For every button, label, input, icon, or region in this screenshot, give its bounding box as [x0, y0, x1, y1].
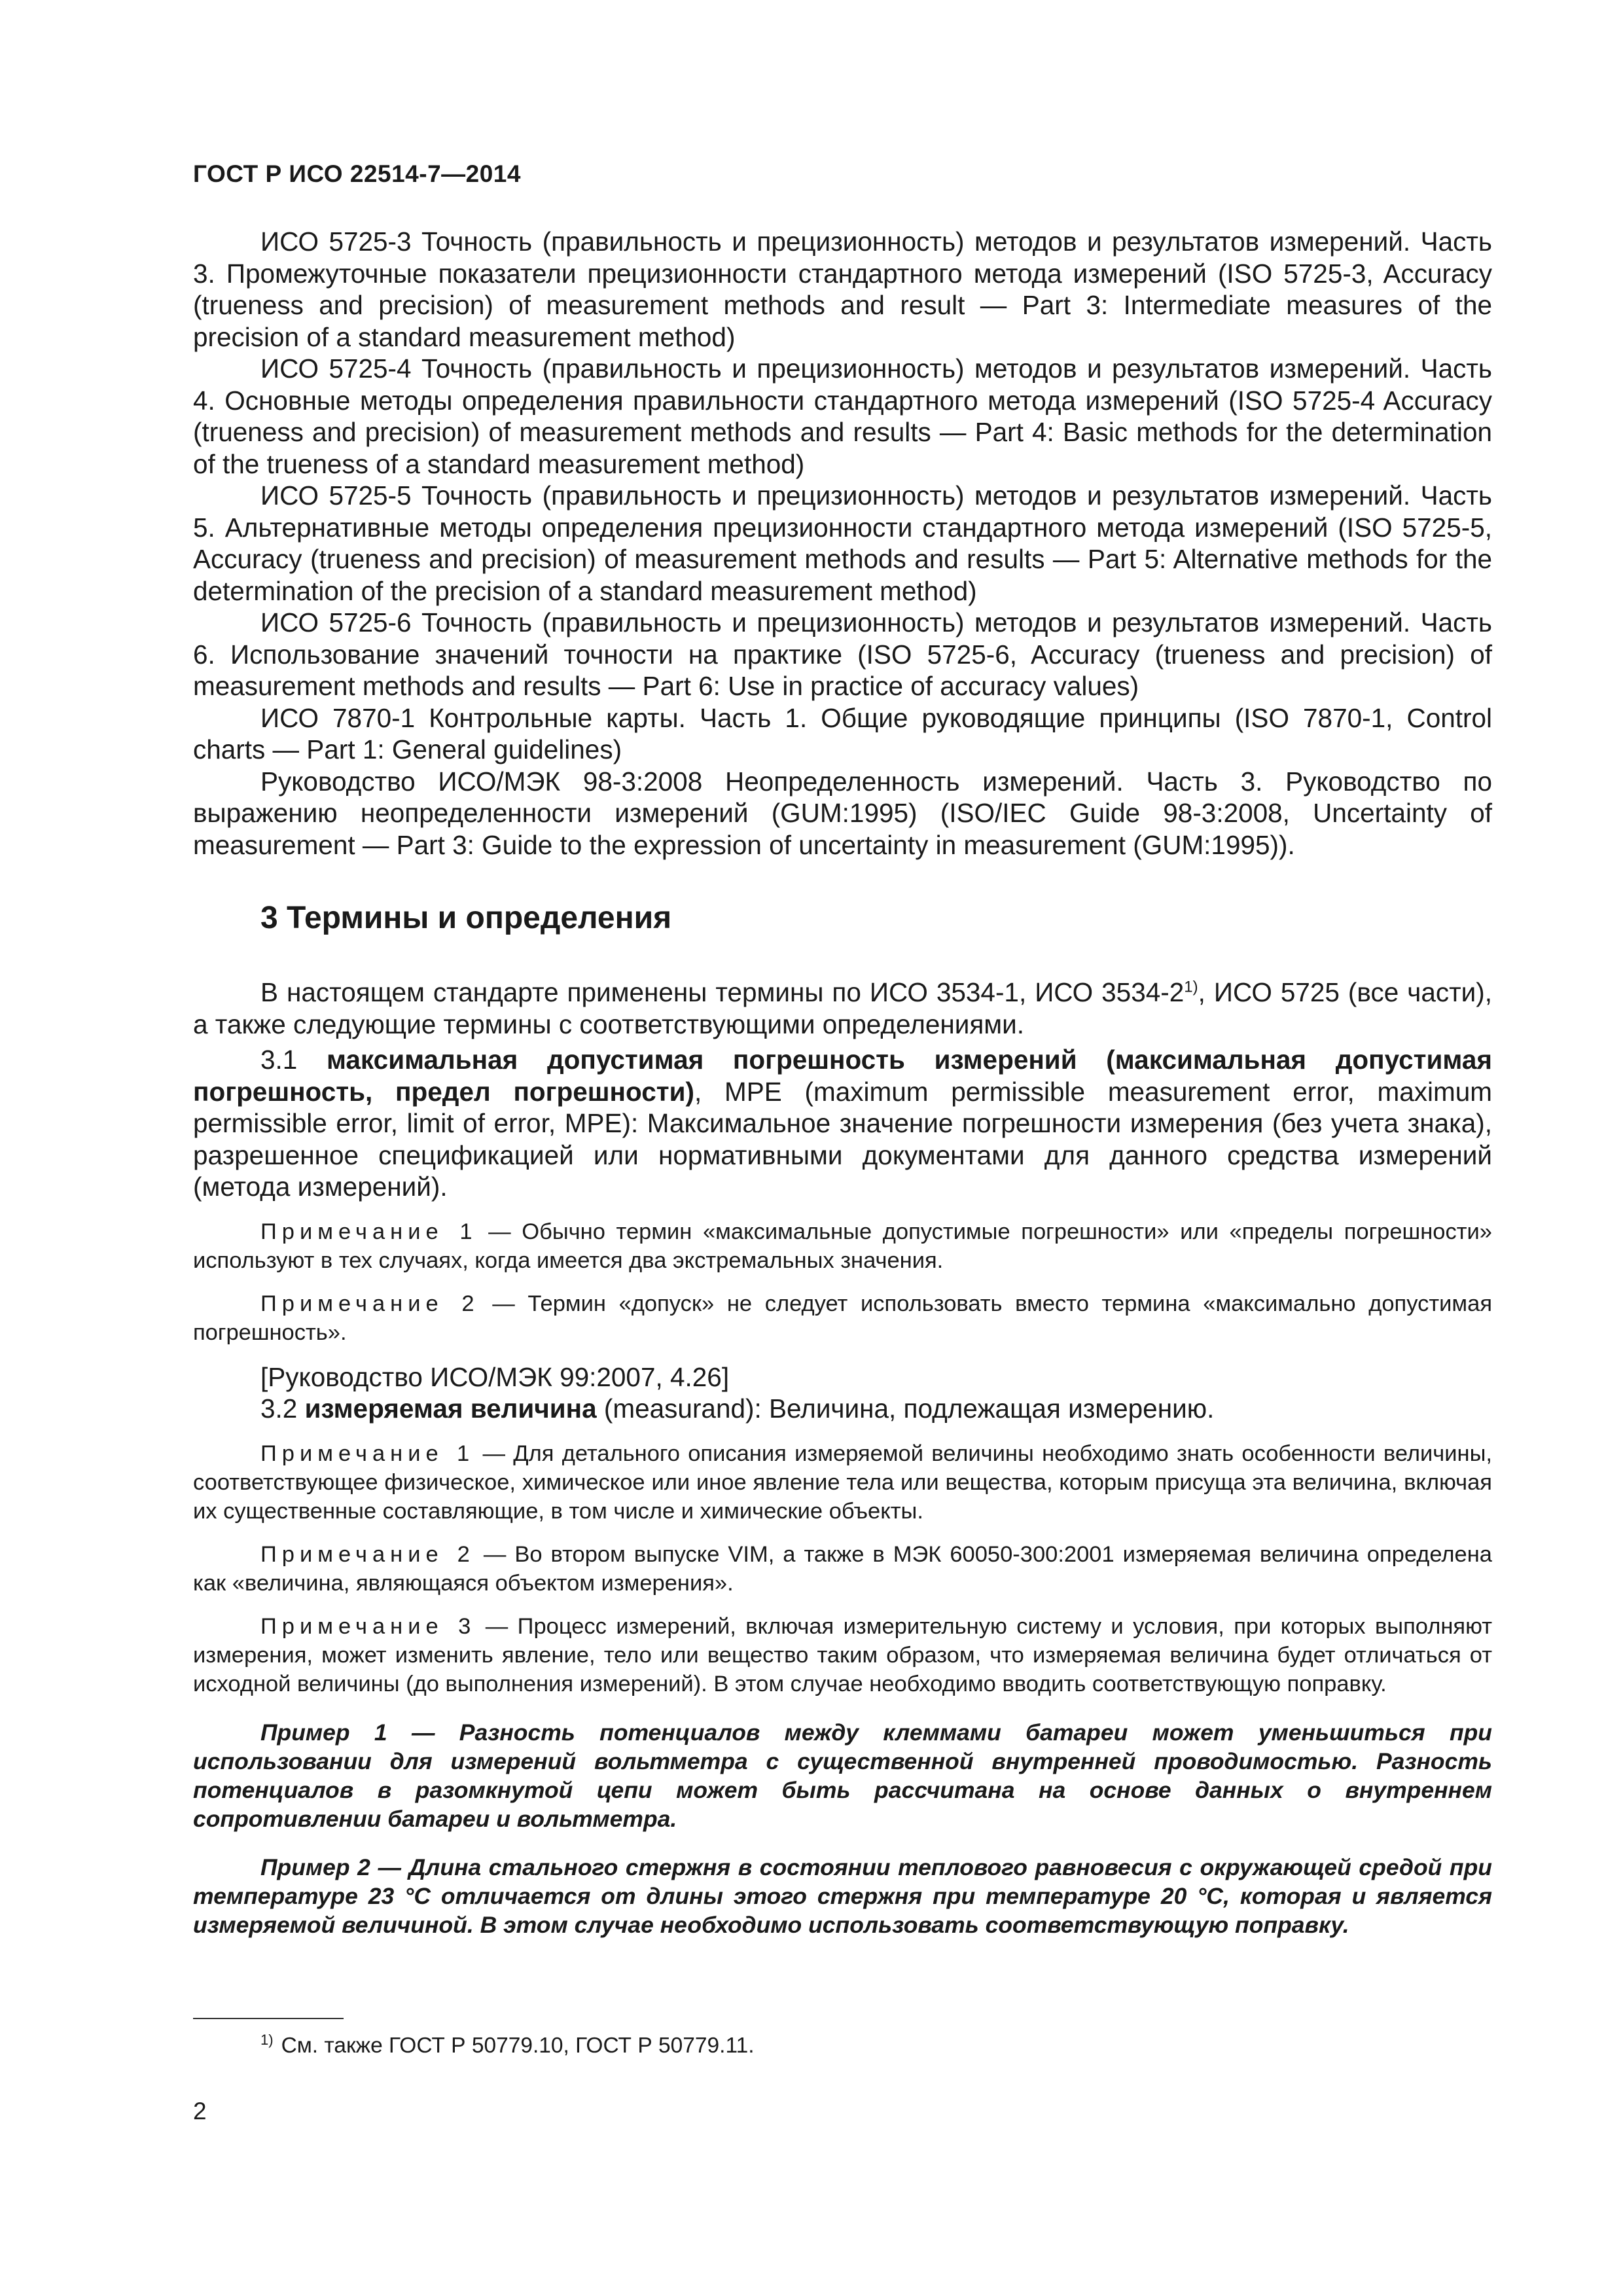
term-definition: (measurand): Величина, подлежащая измерению.	[596, 1393, 1215, 1424]
note	[193, 1540, 1492, 1598]
reference-item: ИСО 7870-1 Контрольные карты. Часть 1. Общие руководящие принципы (ISO 7870-1, Control charts — Part 1: General guidelines)	[193, 702, 1492, 764]
note-label: Примечание 1	[260, 1219, 478, 1244]
intro-text-a: В настоящем стандарте применены термины по ИСО 3534-1, ИСО 3534-2	[260, 977, 1185, 1007]
term-number: 3.1	[260, 1045, 327, 1075]
term-name: измеряемая величина	[304, 1393, 597, 1424]
note	[193, 1439, 1492, 1526]
reference-item: ИСО 5725-4 Точность (правильность и прецизионность) методов и результатов измерений. Часть 4. Основные методы определения правильности стандартного метода измерений (ISO 5725-4 Accuracy (trueness and precision) of measurement methods and results — Part 4: Basic methods for the determination of the trueness of a standard measurement method)	[193, 353, 1492, 479]
note-label: Примечание 1	[260, 1441, 475, 1466]
note	[193, 1289, 1492, 1347]
intro-text-b: , ИСО 5725 (все части), а также следующие термины с соответствующими определениями.	[193, 977, 1493, 1039]
section-heading: 3 Термины и определения	[260, 901, 672, 935]
footnote	[260, 2031, 755, 2058]
term-source: [Руководство ИСО/МЭК 99:2007, 4.26]	[260, 1361, 730, 1392]
note-text: — Для детального описания измеряемой величины необходимо знать особенности величины, соответствующее физическое, химическое или иное явление тела или вещества, которым присуща эта величина, включая их существенные составляющие, в том числе и химические объекты.	[193, 1441, 1492, 1524]
footnote-text: См. также ГОСТ Р 50779.10, ГОСТ Р 50779.11.	[281, 2034, 755, 2058]
note-text: — Термин «допуск» не следует использовать вместо термина «максимально допустимая погрешность».	[193, 1291, 1492, 1345]
note-label: Примечание 2	[260, 1541, 475, 1567]
note-label: Примечание 3	[260, 1613, 476, 1639]
document-header: ГОСТ Р ИСО 22514-7—2014	[193, 160, 521, 187]
note-label: Примечание 2	[260, 1291, 480, 1316]
reference-item: ИСО 5725-3 Точность (правильность и прецизионность) методов и результатов измерений. Часть 3. Промежуточные показатели прецизионности стандартного метода измерений (ISO 5725-3, Accuracy (trueness and precision) of measurement methods and result — Part 3: Intermediate measures of the precision of a standard measurement method)	[193, 226, 1492, 352]
note	[193, 1612, 1492, 1698]
term-3-2	[193, 1393, 1492, 1425]
footnote-separator	[193, 2018, 344, 2019]
example: Пример 1 — Разность потенциалов между клеммами батареи может уменьшиться при использовании для измерений вольтметра с существенной внутренней проводимостью. Разность потенциалов в разомкнутой цепи может быть рассчитана на основе данных о внутреннем сопротивлении батареи и вольтметра.	[193, 1719, 1492, 1832]
note-text: — Обычно термин «максимальные допустимые погрешности» или «пределы погрешности» используют в тех случаях, когда имеется два экстремальных значения.	[193, 1219, 1492, 1273]
term-name: максимальная допустимая погрешность измерений (максимальная допустимая погрешность, предел погрешности)	[193, 1045, 1492, 1107]
term-definition: , MPE (maximum permissible measurement error, maximum permissible error, limit of error, MPE): Максимальное значение погрешности измерения (без учета знака), разрешенное спецификацией или нормативными документами для данного средства измерений (метода измерений).	[193, 1076, 1492, 1202]
page-number: 2	[193, 2098, 207, 2125]
reference-item: ИСО 5725-5 Точность (правильность и прецизионность) методов и результатов измерений. Часть 5. Альтернативные методы определения прецизионности стандартного метода измерений (ISO 5725-5, Accuracy (trueness and precision) of measurement methods and results — Part 5: Alternative methods for the determination of the precision of a standard measurement method)	[193, 480, 1492, 606]
document-body	[193, 226, 1492, 1939]
note	[193, 1217, 1492, 1275]
term-3-1	[193, 1044, 1492, 1203]
note-text: — Во втором выпуске VIM, а также в МЭК 60050-300:2001 измеряемая величина определена как «величина, являющаяся объектом измерения».	[193, 1541, 1492, 1596]
footnote-mark: 1)	[260, 2031, 274, 2048]
example: Пример 2 — Длина стального стержня в состоянии теплового равновесия с окружающей средой при температуре 23 °С отличается от длины этого стержня при температуре 20 °С, которая и является измеряемой величиной. В этом случае необходимо использовать соответствующую поправку.	[193, 1854, 1492, 1938]
note-text: — Процесс измерений, включая измерительную систему и условия, при которых выполняют измерения, может изменить явление, тело или вещество таким образом, что измеряемая величина будет отличаться от исходной величины (до выполнения измерений). В этом случае необходимо вводить соответствующую поправку.	[193, 1613, 1492, 1696]
term-number: 3.2	[260, 1393, 305, 1424]
footnote-ref: 1)	[1184, 978, 1198, 996]
reference-item: ИСО 5725-6 Точность (правильность и прецизионность) методов и результатов измерений. Часть 6. Использование значений точности на практике (ISO 5725-6, Accuracy (trueness and precision) of measurement methods and results — Part 6: Use in practice of accuracy values)	[193, 607, 1492, 701]
reference-item: Руководство ИСО/МЭК 98-3:2008 Неопределенность измерений. Часть 3. Руководство по выражению неопределенности измерений (GUM:1995) (ISO/IEC Guide 98-3:2008, Uncertainty of measurement — Part 3: Guide to the expression of uncertainty in measurement (GUM:1995)).	[193, 766, 1492, 860]
normative-references	[193, 226, 1492, 861]
section-intro	[193, 977, 1492, 1040]
